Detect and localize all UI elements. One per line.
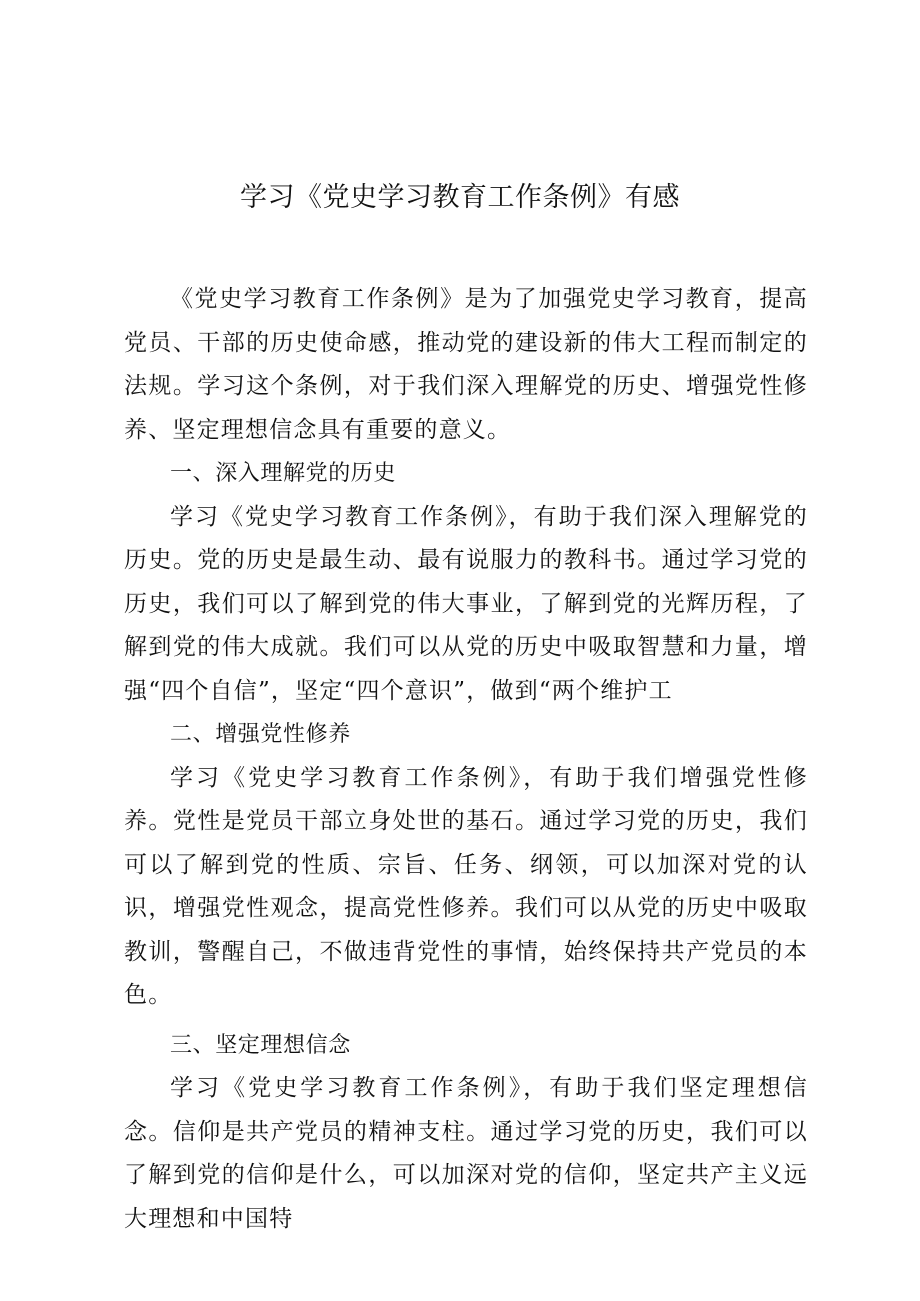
- document-title: 学习《党史学习教育工作条例》有感: [240, 182, 680, 213]
- section-1: [124, 452, 808, 713]
- section-paragraph: 学习《党史学习教育工作条例》，有助于我们深入理解党的历史。党的历史是最生动、最有说服力的教科书。通过学习党的历史，我们可以了解到党的伟大事业，了解到党的光辉历程，了解到党的伟大成就。我们可以从党的历史中吸取智慧和力量，增强“四个自信”，坚定“四个意识”，做到“两个维护工: [124, 503, 808, 704]
- section-2: [124, 713, 808, 1018]
- intro-paragraph: 《党史学习教育工作条例》是为了加强党史学习教育，提高党员、干部的历史使命感，推动党的建设新的伟大工程而制定的法规。学习这个条例，对于我们深入理解党的历史、增强党性修养、坚定理想信念具有重要的意义。: [124, 286, 808, 443]
- section-heading: 三、坚定理想信念: [170, 1032, 351, 1058]
- document-body: [124, 278, 808, 1241]
- section-paragraph: 学习《党史学习教育工作条例》，有助于我们坚定理想信念。信仰是共产党员的精神支柱。通过学习党的历史，我们可以了解到党的信仰是什么，可以加深对党的信仰，坚定共产主义远大理想和中国特: [124, 1075, 808, 1232]
- section-heading: 二、增强党性修养: [170, 722, 351, 747]
- section-paragraph: 学习《党史学习教育工作条例》，有助于我们增强党性修养。党性是党员干部立身处世的基石。通过学习党的历史，我们可以了解到党的性质、宗旨、任务、纲领，可以加深对党的认识，增强党性观念，提高党性修养。我们可以从党的历史中吸取教训，警醒自己，不做违背党性的事情，始终保持共产党员的本色。: [124, 764, 808, 1008]
- section-heading: 一、深入理解党的历史: [170, 461, 397, 486]
- section-3: [124, 1024, 808, 1242]
